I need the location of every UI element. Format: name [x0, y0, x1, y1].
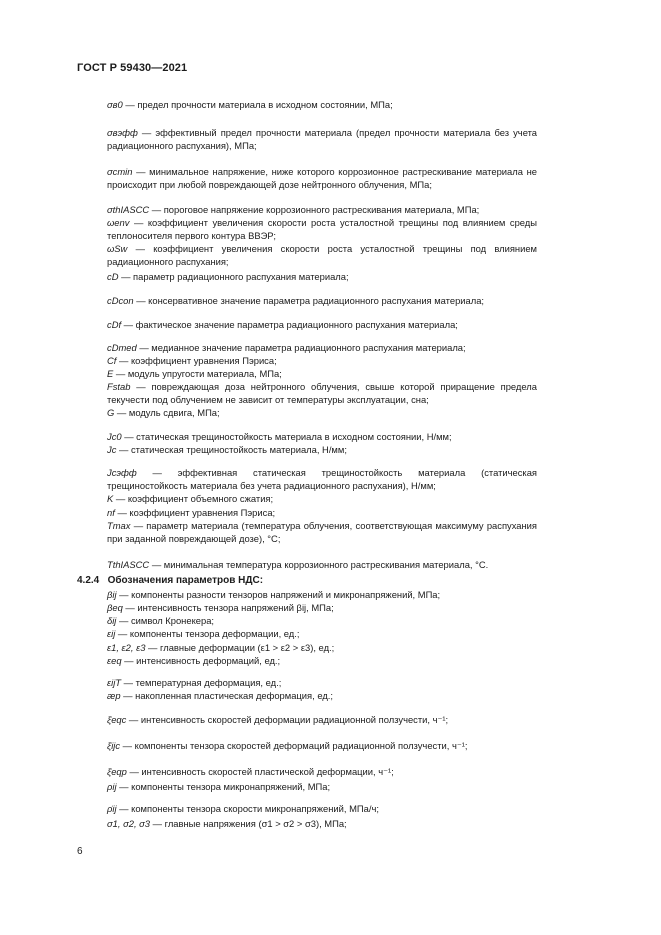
- list-item: [107, 588, 537, 601]
- list-item: [107, 126, 537, 152]
- list-item: [107, 98, 537, 111]
- symbol: Tmax: [107, 520, 131, 531]
- definition: — модуль упругости материала, МПа;: [115, 368, 282, 379]
- symbol: nf: [107, 507, 115, 518]
- page-number: 6: [77, 846, 83, 857]
- definition: — модуль сдвига, МПа;: [116, 407, 220, 418]
- symbol: TthIASCC: [107, 559, 150, 570]
- list-item: [107, 406, 537, 419]
- definition: — консервативное значение параметра радиационного распухания материала;: [136, 295, 485, 306]
- list-item: [107, 443, 537, 456]
- symbol: βij: [107, 589, 117, 600]
- section-heading: [77, 575, 263, 586]
- symbol: ξ̇ijc: [107, 740, 121, 751]
- definition: — компоненты тензора микронапряжений, МПа;: [119, 781, 331, 792]
- list-item: [107, 242, 537, 268]
- section-title: Обозначения параметров НДС:: [107, 575, 264, 586]
- definition: — повреждающая доза нейтронного облучения, свыше которой приращение предела текучести под облучением не зависит от температуры эксплуатации, сна;: [107, 381, 537, 405]
- definition: — коэффициент объемного сжатия;: [115, 493, 274, 504]
- symbol: Jc0: [107, 431, 122, 442]
- definition: — символ Кронекера;: [118, 615, 215, 626]
- document-header: ГОСТ Р 59430—2021: [77, 62, 188, 74]
- definition: — коэффициент уравнения Пэриса;: [117, 507, 276, 518]
- symbol: cDmed: [107, 342, 137, 353]
- list-item: [107, 739, 537, 752]
- symbol: ε1, ε2, ε3: [107, 642, 146, 653]
- list-item: [107, 614, 537, 627]
- list-item: [107, 817, 537, 830]
- definition: — предел прочности материала в исходном состоянии, МПа;: [125, 99, 393, 110]
- definition: — коэффициент увеличения скорости роста усталостной трещины под влиянием среды теплоносителя первого контура ВВЭР;: [107, 217, 537, 241]
- list-item: [107, 341, 537, 354]
- list-item: [107, 380, 537, 406]
- definition: — главные напряжения (σ1 > σ2 > σ3), МПа;: [152, 818, 347, 829]
- list-item: [107, 354, 537, 367]
- symbol: σвэфф: [107, 127, 138, 138]
- symbol: σ1, σ2, σ3: [107, 818, 151, 829]
- list-item: [107, 294, 537, 307]
- symbol: cDcon: [107, 295, 134, 306]
- symbol: εij: [107, 628, 116, 639]
- definition: — компоненты тензора скоростей деформаций радиационной ползучести, ч⁻¹;: [122, 740, 468, 751]
- symbol: ωSw: [107, 243, 128, 254]
- definition: — минимальное напряжение, ниже которого коррозионное растрескивание материала не происходит при любой повреждающей дозе нейтронного облучения, МПа;: [107, 166, 537, 190]
- list-item: [107, 780, 537, 793]
- symbol: ρij: [107, 781, 117, 792]
- list-item: [107, 318, 537, 331]
- definition: — эффективная статическая трещиностойкость материала (статическая трещиностойкость материала без учета радиационного распухания), Н/мм;: [107, 467, 537, 491]
- definition: — параметр материала (температура облучения, соответствующая максимуму распухания при заданной повреждающей дозе), °С;: [107, 520, 537, 544]
- definition: — минимальная температура коррозионного растрескивания материала, °С.: [151, 559, 489, 570]
- definition: — интенсивность скоростей деформации радиационной ползучести, ч⁻¹;: [128, 714, 449, 725]
- list-item: [107, 466, 537, 492]
- list-item: [107, 203, 537, 216]
- definition: — накопленная пластическая деформация, ед.;: [123, 690, 334, 701]
- symbol: æp: [107, 690, 121, 701]
- definition: — интенсивность скоростей пластической деформации, ч⁻¹;: [129, 766, 394, 777]
- definition: — интенсивность тензора напряжений βij, МПа;: [125, 602, 334, 613]
- list-item: [107, 165, 537, 191]
- symbol: σв0: [107, 99, 123, 110]
- symbol: Cf: [107, 355, 117, 366]
- symbol: Jcэфф: [107, 467, 137, 478]
- definition: — эффективный предел прочности материала (предел прочности материала без учета радиационного распухания), МПа;: [107, 127, 537, 151]
- list-item: [107, 654, 537, 667]
- definition: — фактическое значение параметра радиационного распухания материала;: [123, 319, 458, 330]
- symbol: εeq: [107, 655, 122, 666]
- list-item: [107, 676, 537, 689]
- symbol: cD: [107, 271, 119, 282]
- list-item: [107, 216, 537, 242]
- list-item: [107, 367, 537, 380]
- definition: — коэффициент увеличения скорости роста усталостной трещины под влиянием радиационного распухания;: [107, 243, 537, 267]
- definition: — пороговое напряжение коррозионного растрескивания материала, МПа;: [151, 204, 480, 215]
- definition: — температурная деформация, ед.;: [123, 677, 282, 688]
- section-number: 4.2.4: [77, 575, 100, 586]
- list-item: [107, 802, 537, 815]
- list-item: [107, 519, 537, 545]
- list-item: [107, 506, 537, 519]
- symbol: δij: [107, 615, 117, 626]
- list-item: [107, 641, 537, 654]
- symbol: K: [107, 493, 114, 504]
- list-item: [107, 492, 537, 505]
- list-item: [107, 627, 537, 640]
- definition: — медианное значение параметра радиационного распухания материала;: [139, 342, 466, 353]
- list-item: [107, 430, 537, 443]
- symbol: ξ̇eqc: [107, 714, 127, 725]
- definition: — статическая трещиностойкость материала в исходном состоянии, Н/мм;: [124, 431, 452, 442]
- definition: — коэффициент уравнения Пэриса;: [118, 355, 277, 366]
- symbol: σthIASCC: [107, 204, 150, 215]
- symbol: E: [107, 368, 114, 379]
- symbol: βeq: [107, 602, 123, 613]
- symbol: Fstab: [107, 381, 131, 392]
- definition: — параметр радиационного распухания материала;: [121, 271, 349, 282]
- list-item: [107, 558, 537, 571]
- list-item: [107, 270, 537, 283]
- list-item: [107, 689, 537, 702]
- symbol: G: [107, 407, 115, 418]
- definition: — компоненты разности тензоров напряжений и микронапряжений, МПа;: [119, 589, 441, 600]
- symbol: ρ̇ij: [107, 803, 117, 814]
- definition: — интенсивность деформаций, ед.;: [124, 655, 281, 666]
- symbol: εijT: [107, 677, 122, 688]
- symbol: σcmin: [107, 166, 133, 177]
- list-item: [107, 713, 537, 726]
- definition: — главные деформации (ε1 > ε2 > ε3), ед.;: [148, 642, 335, 653]
- definition: — компоненты тензора деформации, ед.;: [117, 628, 300, 639]
- list-item: [107, 601, 537, 614]
- list-item: [107, 765, 537, 778]
- symbol: Jc: [107, 444, 117, 455]
- symbol: cDf: [107, 319, 122, 330]
- symbol: ξ̇eqp: [107, 766, 127, 777]
- definition: — компоненты тензора скорости микронапряжений, МПа/ч;: [119, 803, 379, 814]
- definition: — статическая трещиностойкость материала, Н/мм;: [118, 444, 347, 455]
- symbol: ωenv: [107, 217, 130, 228]
